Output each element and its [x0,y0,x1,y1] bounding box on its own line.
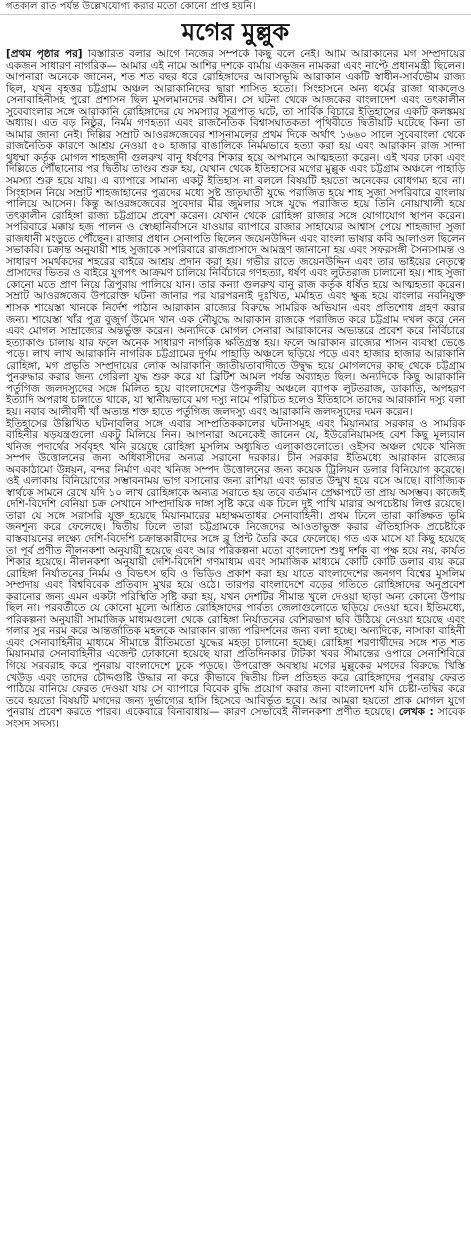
article-title: মগের মুল্লুক [181,17,290,46]
previous-article-fragment: গতকাল রাত পর্যন্ত উল্লেখযোগ্য করার মতো কোনো প্রাপ্ত হয়নি। [0,0,471,15]
article-body [0,49,471,1254]
article-paragraph-1 [6,49,465,419]
byline-label: লেখক : [398,706,434,719]
byline-value: সাবেক সংসদ সদস্য। [6,706,465,730]
article-paragraph-2 [6,419,465,731]
lead-label: [প্রথম পৃষ্ঠার পর] [6,49,83,60]
paragraph-1-text: বিস্তারিত বলার আগে নিজের সম্পর্কে কিছু বলে নেই। আমি আরাকানের মগ সম্প্রদায়ের একজন সাধারণ নাগরিক— আমার এই নামে আশির দশকে বার্মায় একজন নামকরা এবং নাপ্টে প্রধানমন্ত্রী ছিলেন। আপনারা অনেকে জানেন, শত শত বছর ধরে রোহিঙ্গাদের আবাসভূমি আরাকান একটি স্বাধীন-সার্বভৌম রাজ্য ছিল, যখন বৃহত্তর চট্টগ্রাম অঞ্চল আরাকানিদের দ্বারা শাসিত হতো। সিংহাসনে অন্য ধর্মের রাজা থাকলেও সেনাবাহিনীসহ পুরো প্রশাসন ছিল মুসলমানদের অধীন। সে ঘটনা থেকে আজকের বাংলাদেশ এবং তৎকালীন সুবেবাংলার সঙ্গে আরাকানি রোহিঙ্গাদের যে সমস্যার সূত্রপাত ঘটে, তা সার্বিক বিচারে ইতিহাসের একটি কলঙ্কময় অধ্যায়। এত বড় নিষ্ঠুর, নির্মম গণহত্যা এবং রাজনৈতিক বিশ্বাসঘাতকতা পৃথিবীতে দ্বিতীয়টি ঘটেছে কিনা তা আমার জানা নেই। দিল্লির সম্রাট আওরঙ্গজেবের শাসনামলের প্রথম দিকে অর্থাৎ ১৬৬০ সালে সুবেবাংলা থেকে রাজনৈতিক কারণে আশ্রয় নেওয়া ৫০ হাজার বাঙালিকে নির্মমভাবে হত্যা করা হয় এবং আরাকান রাজ সান্দা থুধম্মা কর্তৃক মোগল শাহজাদী গুলরুখ বানু ধর্ষণের শিকার হয়ে অপমানে আত্মহত্যা করেন। এই খবর ঢাকা এবং দিল্লিতে পৌঁছানোর পর দ্বিতীয় তাণ্ডব শুরু হয়, যেখান থেকে ইতিহাসের মগের মুল্লুক এবং চট্টগ্রাম অঞ্চলে পাহাড়ি সমস্যা শুরু হয়ে যায়। এ ব্যাপারে সামান্য একটু ইতিহাস না বললে বিষয়টি হয়তো অনেকের বোধগম্য হবে না। সিংহাসন নিয়ে সম্রাট শাহজাহানের পুত্রদের মধ্যে সৃষ্ট ভ্রাতৃঘাতী যুদ্ধে পরাজিত হয়ে শাহ সুজা সপরিবারে বাংলায় পালিয়ে আসেন। কিন্তু আওরঙ্গজেবের সুবেদার মীর জুমলার সঙ্গে যুদ্ধে পরাজিত হয়ে তিনি নোয়াখালী হয়ে তৎকালীন রোহিঙ্গা রাজ্য চট্টগ্রামে প্রবেশ করেন। যেখান থেকে রোহিঙ্গা রাজার সঙ্গে যোগাযোগ স্থাপন করেন। সপরিবারে মক্কায় হজ পালন ও স্বেচ্ছানির্বাসনে যাওয়ার ব্যাপারে রাজার সাহায্যের আশ্বাস পেয়ে শাহজাদা সুজা রাজধানী মংড়ুতে পৌঁছেন। রাজার প্রধান সেনাপতি ছিলেন জয়েনউদ্দিন এবং বাংলা ভাষার কবি আলাওল ছিলেন সভাকবি। চক্রান্ত অনুযায়ী শাহ সুজাকে সপরিবারে রাজপ্রাসাদে আমন্ত্রণ জানানো হয় এবং সফরসঙ্গী সৈন্যসামন্ত ও সাধারণ সমর্থকদের শহরের বাইরে আশ্রয় প্রদান করা হয়। গভীর রাতে জয়েনউদ্দিন এবং তার ভাইয়ের নেতৃত্বে প্রাসাদের ভিতর ও বাইরে যুগপৎ আক্রমণ চালিয়ে নির্বিচারে গণহত্যা, ধর্ষণ এবং লুটতরাজ চালানো হয়। শাহ সুজা কোনো মতে প্রাণ নিয়ে ত্রিপুরায় পালিয়ে যান। তার কন্যা গুলরুখ বানু রাজ কর্তৃক ধর্ষিত হয়ে আত্মহত্যা করেন। সম্রাট আওরঙ্গজেব উপরোক্ত ঘটনা জানার পর যারপরনাই দুঃখিত, মর্মাহত এবং ক্ষুব্ধ হয়ে বাংলার নবনিযুক্ত শাসক শায়েস্তা খানকে নির্দেশ পাঠান আরাকান রাজ্যের বিরুদ্ধে সামরিক অভিযান এবং প্রতিশোধ গ্রহণ করার জন্য। শায়েস্তা খাঁর পুত্র বুজুর্গ উমেদ খান এক নৌযুদ্ধে আরাকান রাজকে পরাজিত করে চট্টগ্রাম দখল করে নেন এবং মোগল সাম্রাজ্যের অন্তর্ভুক্ত করেন। অন্যদিকে মোগল সেনারা আরাকানের অভ্যন্তরে প্রবেশ করে নির্বিচারে হত্যাকাণ্ড চালায় যার ফলে অনেক সাধারণ নাগরিক ক্ষতিগ্রস্ত হয়। ফলে আরাকান রাজ্যের শাসন ব্যবস্থা ভেঙে পড়ে। লাখ লাখ আরাকানি নাগরিক চট্টগ্রামের দুর্গম পাহাড়ি অঞ্চলে ছড়িয়ে পড়ে এবং হাজার হাজার আরাকানি রোহিঙ্গা, মগ প্রভৃতি সম্প্রদায়ের লোক আরাকানি জাতীয়তাবাদীতে উদ্বুদ্ধ হয়ে মোগলদের কাছ থেকে চট্টগ্রাম পুনরুদ্ধার করার জন্য গেরিলা যুদ্ধ শুরু করে যা ব্রিটিশ আমল পর্যন্ত অব্যাহত ছিল। অন্যদিকে কিছু আরাকানি পর্তুগিজ জলদস্যুদের সঙ্গে মিলিত হয়ে বাংলাদেশের উপকূলীয় অঞ্চলে ব্যাপক লুটতরাজ, ডাকাতি, অপহরণ ইত্যাদি অপরাধ চালাতে থাকে, যা স্থানীয়ভাবে মগ দস্যু নামে পরিচিত হলেও ইতিহাসে তাদের আরাকানি দস্যু বলা হয়। নবাব আলীবর্দী খাঁ অত্যন্ত শক্ত হাতে পর্তুগিজ জলদস্যু এবং আরাকানি জলদস্যুদের দমন করেন। [6,49,466,418]
paragraph-2-text: ইতিহাসের উল্লিখিত ঘটনাবলির সঙ্গে এবার সাম্প্রতিককালের ঘটনাসমূহ এবং মিয়ানমার সরকার ও সামরিক বাহিনীর ষড়যন্ত্রগুলো একটু মিলিয়ে নিন। আপনারা অনেকেই জানেন যে, ইউরেনিয়ামসহ বেশ কিছু মূল্যবান খনিজ পদার্থের সর্ববৃহৎ খনি রয়েছে রোহিঙ্গা মুসলিম অধ্যুষিত এলাকাগুলোতে। ওইসব অঞ্চল থেকে খনিজ সম্পদ উত্তোলনের জন্য অধিবাসীদের অন্যত্র সরানো দরকার। চীন সরকার ইতিমধ্যে আরাকান রাজ্যের অবকাঠামো উন্নয়ন, বন্দর নির্মাণ এবং খনিজ সম্পদ উত্তোলনের জন্য কয়েক ট্রিলিয়ন ডলার বিনিয়োগ করেছে। ওই এলাকায় বিনিয়োগের সম্ভাবনাময় ভাগ বসানোর জন্য রাশিয়া এবং ভারত উন্মুখ হয়ে বসে আছে। বাণিজ্যিক স্বার্থকে সামনে রেখে যদি ১০ লাখ রোহিঙ্গাকে অন্যত্র সরাতে হয় তবে বর্তমান প্রেক্ষাপটে তা প্রায় অসম্ভব। কাজেই দেশি-বিদেশি বেনিয়া চক্র সেখানে সাম্প্রদায়িক দাঙ্গা সৃষ্টি করে এক ঢিলে দুই পাখি মারার অপচেষ্টায় লিপ্ত রয়েছে। তারা যে সঙ্গে সরাসরি যুক্ত হয়েছে মিয়ানমারের মহাক্ষমতাধর সেনাবাহিনী। প্রথম ঢিলে তারা কাঙ্ক্ষিত ভূমি জনশূন্য করে ফেলেছে। দ্বিতীয় ঢিলে তারা চট্টগ্রামকে নিজেদের আওতাভুক্ত করার ঐতিহাসিক প্রচেষ্টাকে বাস্তবায়নের লক্ষ্যে দেশি-বিদেশি চক্রান্তকারীদের সঙ্গে ব্লু প্রিন্ট তৈরি করে ফেলেছে। গত এক মাসে যা কিছু হয়েছে তা পূর্ব প্রণীত নীলনকশা অনুযায়ী হয়েছে এবং আর পরিকল্পনা মতো বাংলাদেশ শুধু দর্শক বা পক্ষ হয়ে নয়, কার্যত শিকার হয়েছে। নীলনকশা অনুযায়ী দেশি-বিদেশি গণমাধ্যম এবং সামাজিক মাধ্যমে কোটি কোটি ডলার ব্যয় করে রোহিঙ্গা নির্যাতনের নির্মম ও বিভৎস ছবি ও ভিডিও প্রকাশ করা হয় যাতে বাংলাদেশের জনগণ বিশ্বের মুসলিম সম্প্রদায় এবং বিশ্ববিবেক প্রতিবাদ মুখর হয়ে ওঠে। তারপর বাংলাদেশে বড়ের গতিতে রোহিঙ্গাদের অনুপ্রবেশ করানোর জন্য এমন একটা পরিস্থিতি সৃষ্টি করা হয়, যখন দেশটির সীমান্ত খুলে দেওয়া ছাড়া অন্য কোনো উপায় ছিল না। পরবর্তীতে যে কোনো মূল্যে আশ্রিত রোহিঙ্গাদের পার্বত্য জেলাগুলোতে ছড়িয়ে দেওয়া হবে। ইতিমধ্যে, পরিকল্পনা অনুযায়ী সামাজিক মাধ্যমগুলো থেকে রোহিঙ্গা নির্যাতনের বেশিরভাগ ছবি উঠিয়ে নেওয়া হয়েছে এবং গলার সুর নরম করে আন্তর্জাতিক মহলকে আরাকান রাজ্য পরিদর্শনের জন্য বলা হচ্ছে। অন্যদিকে, নাসাকা বাহিনী এবং সেনাবাহিনীর মাধ্যমে সীমান্তে রীতিমতো যুদ্ধের মহড়া চালানো হচ্ছে। রোহিঙ্গা শরণার্থীদের সঙ্গে শত শত মিয়ানমার সেনাবাহিনীর এজেন্ট ঢোকানো হয়েছে যারা প্রতিদিনকার টাটকা খবর সীমান্তের ওপারে সেনাশিবিরে গিয়ে সরবরাহ করে পুনরায় বাংলাদেশে ঢুকে পড়ছে। উপরোক্ত অবস্থায় মগের মুল্লুকের মগদের বিরুদ্ধে খিস্তি খেউড় এবং তাদের চৌদ্দগুষ্টি উদ্ধার না করে কীভাবে দ্বিতীয় ঢিল প্রতিহত করে রোহিঙ্গাদের পুনরায় ফেরত পাঠিয়ে বানিয়ে ফেরত দেওয়া যায় সে ব্যাপারে বিবেক বুদ্ধি প্রয়োগ করার জন্য বাংলাদেশ যদি চেষ্টা-তদ্বির করে তবে হয়তো বিষয়টি মগদের জন্য দুর্ভাগ্যের হাসি হিসেবে আবির্ভূত হবে। আর আমরা হয়তো প্রাক মোগল যুগে পুনরায় প্রবেশ করতে পারব। একেবারে বিনাবাধায়— কারণ সেভাবেই নীলনকশা প্রণীত হয়েছে। [6,417,465,719]
